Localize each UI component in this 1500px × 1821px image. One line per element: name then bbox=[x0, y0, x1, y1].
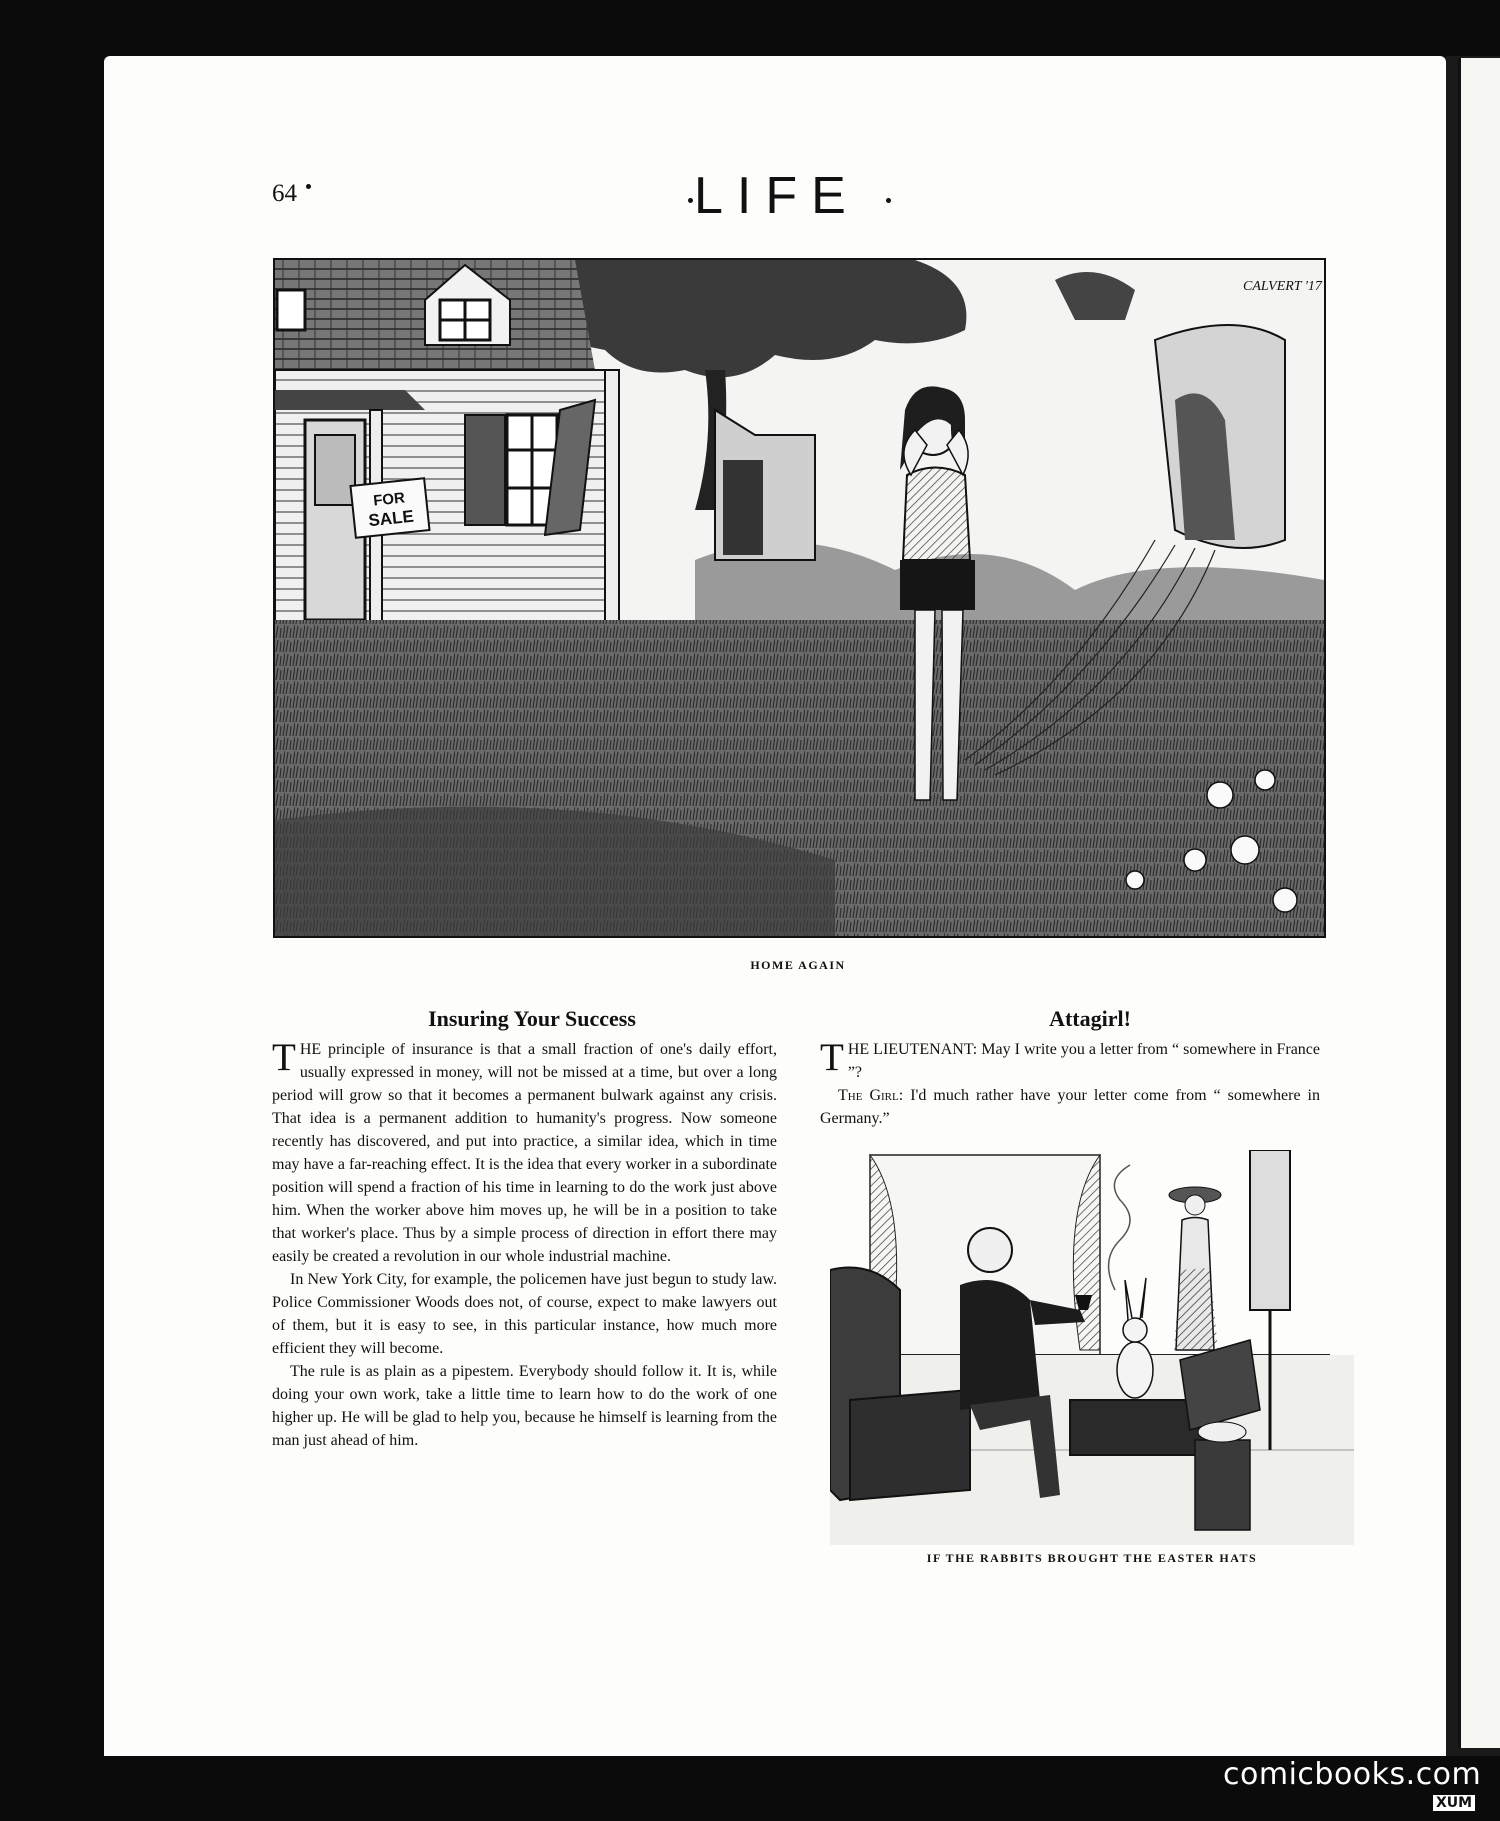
article-body-attagirl bbox=[820, 1038, 1320, 1130]
sign-text-sale: SALE bbox=[367, 506, 415, 531]
article-paragraph: In New York City, for example, the policemen have just begun to study law. Police Commissioner Woods does not, of course, expect to make lawyers out of them, but it is easy to see, in this particular instance, how much more efficient they will become. bbox=[272, 1271, 777, 1357]
artist-signature: CALVERT '17 bbox=[1243, 279, 1322, 294]
masthead-title: LIFE bbox=[694, 167, 860, 225]
illustration-easter-hats-drawing bbox=[830, 1150, 1354, 1545]
article-title-attagirl: Attagirl! bbox=[1049, 1006, 1131, 1031]
article-paragraph bbox=[272, 1038, 777, 1268]
dropcap-letter: T bbox=[272, 1036, 296, 1079]
dropcap-letter: T bbox=[820, 1036, 844, 1079]
article-body-insuring bbox=[272, 1038, 777, 1452]
sign-text-for: FOR bbox=[372, 489, 406, 510]
watermark-tag: XUM bbox=[1433, 1795, 1475, 1811]
dialogue-line-girl bbox=[820, 1084, 1320, 1130]
adjacent-page-sliver bbox=[1458, 58, 1500, 1748]
article-paragraph: The rule is as plain as a pipestem. Everybody should follow it. It is, while doing your own work, take a little time to learn how to do the work of one higher up. He will be glad to help you, because he himself is learning from the man just ahead of him. bbox=[272, 1363, 777, 1449]
dialogue-text: I'd much rather have your letter come from “ somewhere in Germany.” bbox=[820, 1087, 1321, 1127]
dialogue-text: May I write you a letter from “ somewhere in France ”? bbox=[847, 1041, 1321, 1081]
article-title-insuring: Insuring Your Success bbox=[428, 1006, 636, 1031]
paragraph-text: HE principle of insurance is that a small fraction of one's daily effort, usually expressed in money, will not be missed at a time, but over a long period will grow so that it becomes a permanent bulwark against any crisis. That idea is a permanent addition to humanity's progress. Now someone recently has discovered, and put into practice, a similar idea, which in time may have a far-reaching effect. It is the idea that every worker in a subordinate position will spend a fraction of his time in learning to do the work just above him. When the worker above him moves up, he will be in a position to take that worker's place. Thus by a simple process of direction in effort there may easily be created a revolution in our whole industrial machine. bbox=[272, 1041, 777, 1265]
dialogue-line-lieutenant bbox=[820, 1038, 1320, 1084]
caption-easter-hats: IF THE RABBITS BROUGHT THE EASTER HATS bbox=[926, 1551, 1258, 1565]
illustration-easter-hats bbox=[830, 1150, 1354, 1545]
page-number: 64 bbox=[272, 180, 297, 207]
illustration-home-again bbox=[273, 258, 1326, 938]
illustration-home-again-drawing bbox=[275, 260, 1324, 936]
for-sale-sign bbox=[350, 478, 429, 537]
speaker-lieutenant: HE LIEUTENANT: bbox=[847, 1041, 978, 1058]
ornament-dot bbox=[688, 198, 693, 203]
caption-home-again: HOME AGAIN bbox=[750, 958, 846, 972]
site-watermark bbox=[1223, 1757, 1482, 1821]
speaker-girl: The Girl: bbox=[838, 1087, 904, 1104]
ornament-dot bbox=[306, 184, 311, 189]
watermark-site-name: comicbooks.com bbox=[1223, 1757, 1482, 1792]
